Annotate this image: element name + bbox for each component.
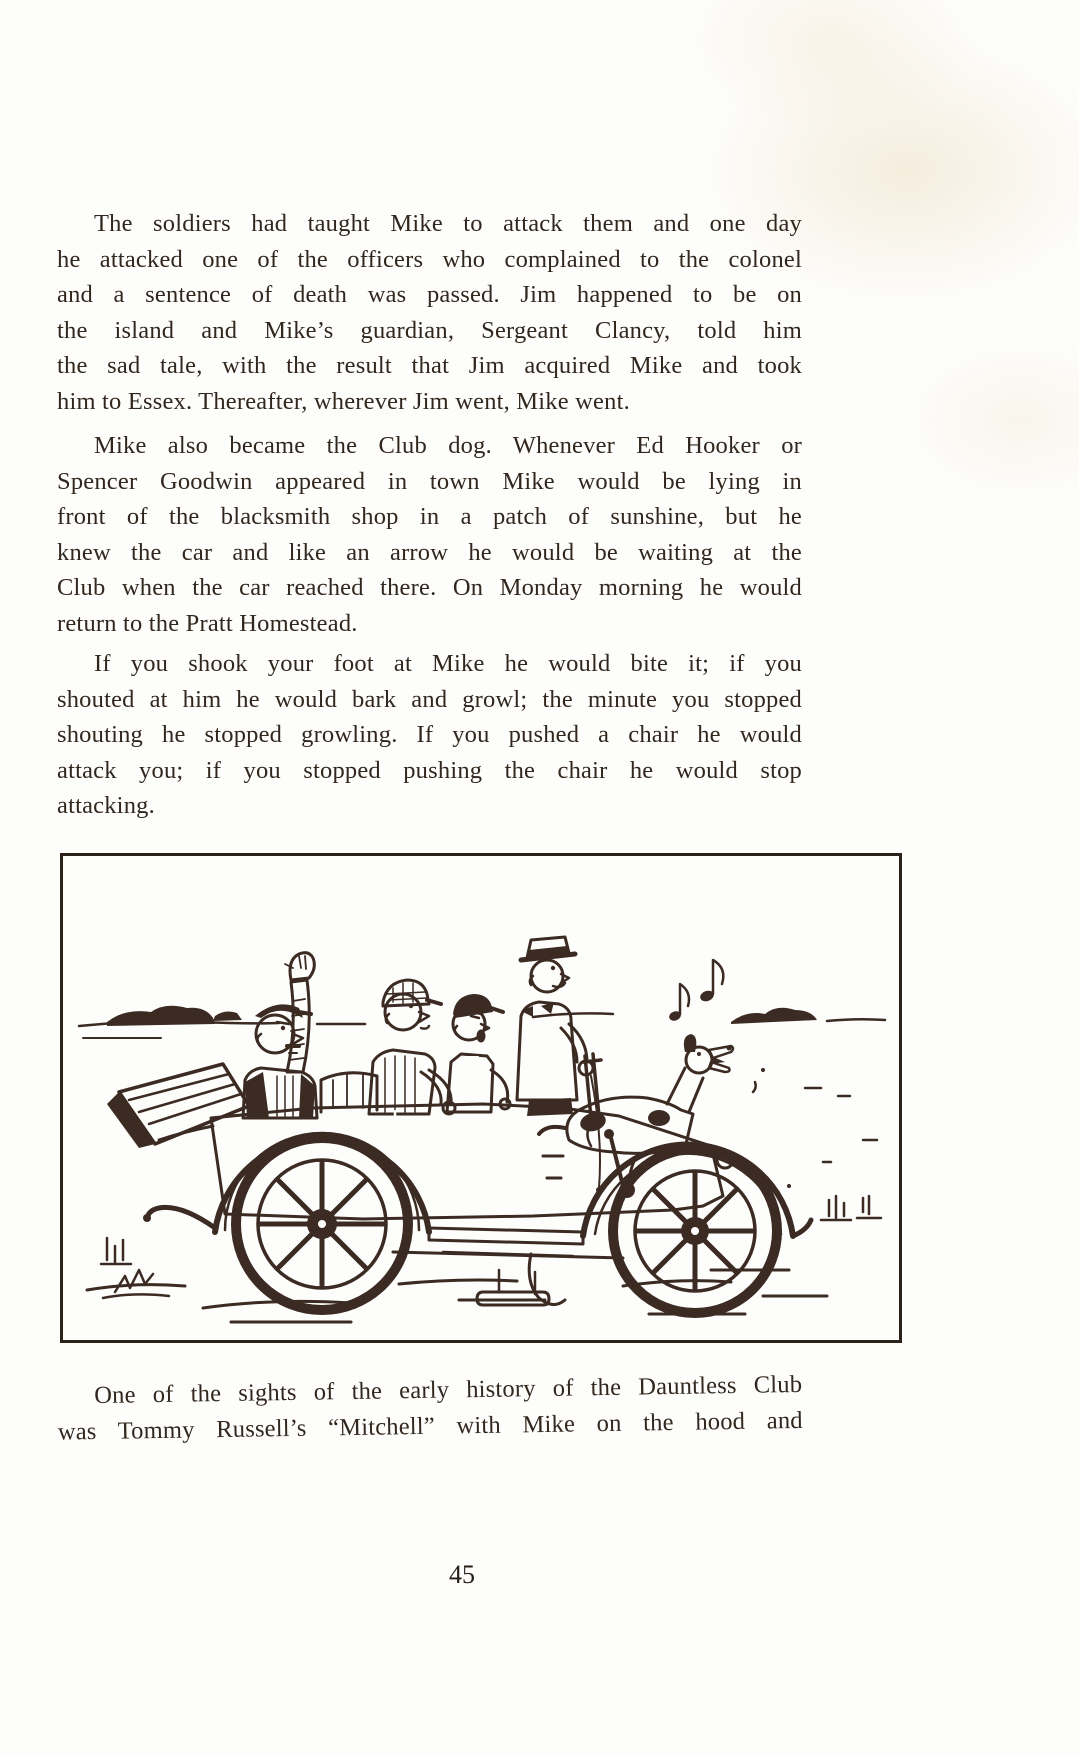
text-line: attacking. <box>57 792 155 819</box>
music-notes-icon <box>668 960 723 1022</box>
text-line: shouted at him he would bark and growl; the minute you stopped <box>57 685 802 713</box>
caption-paragraph <box>57 1367 803 1450</box>
text-line: Spencer Goodwin appeared in town Mike would be lying in <box>57 467 802 495</box>
text-line: attack you; if you stopped pushing the chair he would stop <box>57 756 802 784</box>
text-line: and a sentence of death was passed. Jim happened to be on <box>57 281 802 308</box>
paragraph-1 <box>57 206 802 419</box>
text-line: Club when the car reached there. On Monday morning he would <box>57 574 802 601</box>
book-illustration-frame <box>60 853 902 1343</box>
page-number: 45 <box>449 1560 475 1589</box>
text-line: the island and Mike’s guardian, Sergeant Clancy, told him <box>57 316 802 344</box>
paragraph-3 <box>57 646 802 824</box>
text-line: One of the sights of the early history of the Dauntless Club <box>94 1370 803 1410</box>
passenger-plaid-cap-man <box>369 980 455 1114</box>
text-line: If you shook your foot at Mike he would bite it; if you <box>94 650 802 677</box>
passenger-waving-man <box>243 953 317 1118</box>
passenger-singing-boy <box>447 994 510 1112</box>
folded-car-top <box>107 1064 249 1148</box>
book-illustration <box>63 856 899 1340</box>
paragraph-2 <box>57 428 802 641</box>
text-line: him to Essex. Thereafter, wherever Jim went, Mike went. <box>57 387 630 415</box>
dog-on-hood <box>539 1034 733 1153</box>
text-line: The soldiers had taught Mike to attack them and one day <box>94 210 802 237</box>
text-line: knew the car and like an arrow he would be waiting at the <box>57 538 802 566</box>
text-line: he attacked one of the officers who complained to the colonel <box>57 245 802 273</box>
text-line: return to the Pratt Homestead. <box>57 609 358 637</box>
car-fenders-and-wheels <box>143 1133 811 1313</box>
text-line: shouting he stopped growling. If you pushed a chair he would <box>57 721 802 748</box>
text-line: the sad tale, with the result that Jim acquired Mike and took <box>57 352 802 379</box>
ground-strokes <box>87 1196 881 1322</box>
text-line: Mike also became the Club dog. Whenever Ed Hooker or <box>94 432 802 459</box>
text-line: front of the blacksmith shop in a patch of sunshine, but he <box>57 503 802 530</box>
text-line: was Tommy Russell’s “Mitchell” with Mike on the hood and <box>57 1406 803 1446</box>
